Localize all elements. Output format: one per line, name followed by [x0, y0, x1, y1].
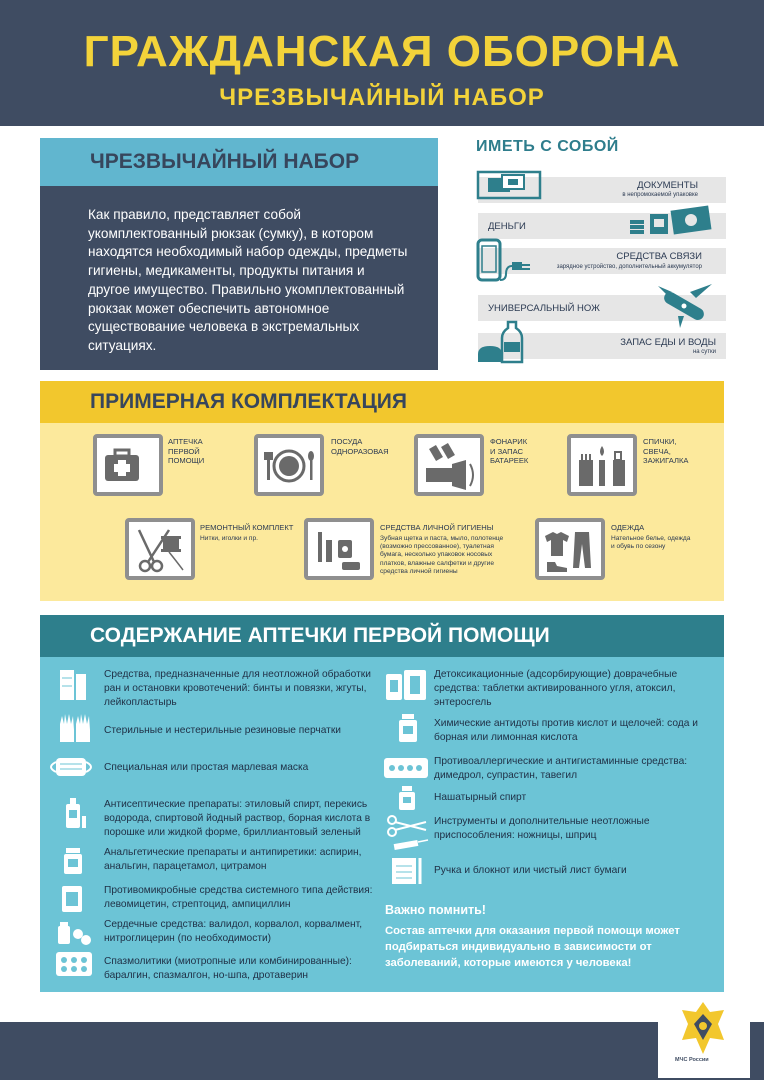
- page-title: ГРАЖДАНСКАЯ ОБОРОНА: [83, 27, 681, 76]
- dishes-icon: [258, 438, 320, 492]
- first-aid-kit-box: [93, 434, 163, 496]
- keep-item-label: УНИВЕРСАЛЬНЫЙ НОЖ: [488, 303, 600, 314]
- kit-label-first-aid: АПТЕЧКА ПЕРВОЙ ПОМОЩИ: [168, 437, 205, 466]
- antiseptic-icon: [62, 796, 88, 832]
- dishes-box: [254, 434, 324, 496]
- keep-item-label: СРЕДСТВА СВЯЗИ: [616, 251, 702, 262]
- flashlight-icon: [418, 438, 480, 492]
- kit-label-matches: СПИЧКИ, СВЕЧА, ЗАЖИГАЛКА: [643, 437, 689, 466]
- mchs-emblem-icon: [680, 1000, 726, 1056]
- analgesic-icon: [60, 846, 88, 876]
- keep-item-label: ДОКУМЕНТЫ: [637, 180, 698, 191]
- phone-icon: [476, 238, 536, 284]
- instruments-icon: [386, 812, 430, 854]
- kit-header: [40, 381, 724, 423]
- money-icon: [626, 200, 716, 236]
- page-subtitle: ЧРЕЗВЫЧАЙНЫЙ НАБОР: [219, 84, 545, 111]
- heart-drugs-icon: [56, 918, 92, 946]
- antidote-icon: [396, 712, 420, 744]
- ammonia-icon: [396, 784, 418, 812]
- bandage-icon: [58, 668, 92, 702]
- gloves-icon: [56, 710, 94, 744]
- clothes-box: [535, 518, 605, 580]
- mask-icon: [44, 752, 100, 782]
- kit-title: ПРИМЕРНАЯ КОМПЛЕКТАЦИЯ: [90, 390, 407, 413]
- antimicrobial-icon: [60, 884, 86, 914]
- documents-icon: [476, 168, 548, 202]
- kit-label-flashlight: ФОНАРИК И ЗАПАС БАТАРЕЕК: [490, 437, 529, 466]
- intro-text: Как правило, представляет собой укомплектованный рюкзак (сумку), в котором находятся необходимый набор одежды, предметы гигиены, медикаменты, продукты питания и другое имущество. Правильно укомплектованный рюкзак может обеспечить автономное существование человека в экстремальных ситуациях.: [88, 207, 408, 353]
- knife-icon: [656, 282, 716, 328]
- kit-label-clothes: ОДЕЖДА Нательное белье, одежда и обувь по сезону: [611, 523, 691, 550]
- logo-text: МЧС России: [675, 1057, 709, 1063]
- page-footer: [0, 1022, 764, 1080]
- pills-blister-icon: [54, 950, 94, 978]
- keep-title: ИМЕТЬ С СОБОЙ: [476, 138, 619, 155]
- page-header: [0, 0, 764, 126]
- flashlight-box: [414, 434, 484, 496]
- intro-header: [40, 138, 438, 186]
- matches-box: [567, 434, 637, 496]
- repair-kit-icon: [129, 522, 191, 576]
- kit-label-repair: РЕМОНТНЫЙ КОМПЛЕКТ Нитки, иголки и пр.: [200, 523, 294, 542]
- repair-kit-box: [125, 518, 195, 580]
- food-water-icon: [476, 318, 526, 366]
- kit-label-dishes: ПОСУДА ОДНОРАЗОВАЯ: [331, 437, 389, 456]
- intro-body: [40, 186, 438, 370]
- keep-item-label: ДЕНЬГИ: [488, 221, 526, 232]
- hygiene-box: [304, 518, 374, 580]
- kit-label-hygiene: СРЕДСТВА ЛИЧНОЙ ГИГИЕНЫ Зубная щетка и паста, мыло, полотенце (возможно прессованное), туалетная бумага, несколько упаковок носовых платков, влажные салфетки и другие средства личной гигиены: [380, 523, 504, 576]
- hygiene-icon: [308, 522, 370, 576]
- antiallergic-icon: [382, 756, 430, 780]
- keep-item-sub: в непромокаемой упаковке: [622, 192, 698, 198]
- matches-icon: [571, 438, 633, 492]
- notebook-icon: [390, 856, 426, 886]
- keep-item-sub: зарядное устройство, дополнительный аккумулятор: [556, 264, 702, 270]
- clothes-icon: [539, 522, 601, 576]
- first-aid-kit-icon: [97, 438, 159, 492]
- remember-title: Важно помнить!: [385, 903, 486, 917]
- keep-item-sub: на сутки: [692, 349, 716, 355]
- keep-item-label: ЗАПАС ЕДЫ И ВОДЫ: [620, 337, 716, 348]
- aid-header: [40, 615, 724, 657]
- aid-title: СОДЕРЖАНИЕ АПТЕЧКИ ПЕРВОЙ ПОМОЩИ: [90, 624, 550, 647]
- remember-text: Состав аптечки для оказания первой помощи может подбираться индивидуально в зависимости от заболеваний, которые имеются у человека!: [385, 925, 680, 969]
- intro-title: ЧРЕЗВЫЧАЙНЫЙ НАБОР: [90, 150, 360, 173]
- detox-icon: [384, 668, 428, 704]
